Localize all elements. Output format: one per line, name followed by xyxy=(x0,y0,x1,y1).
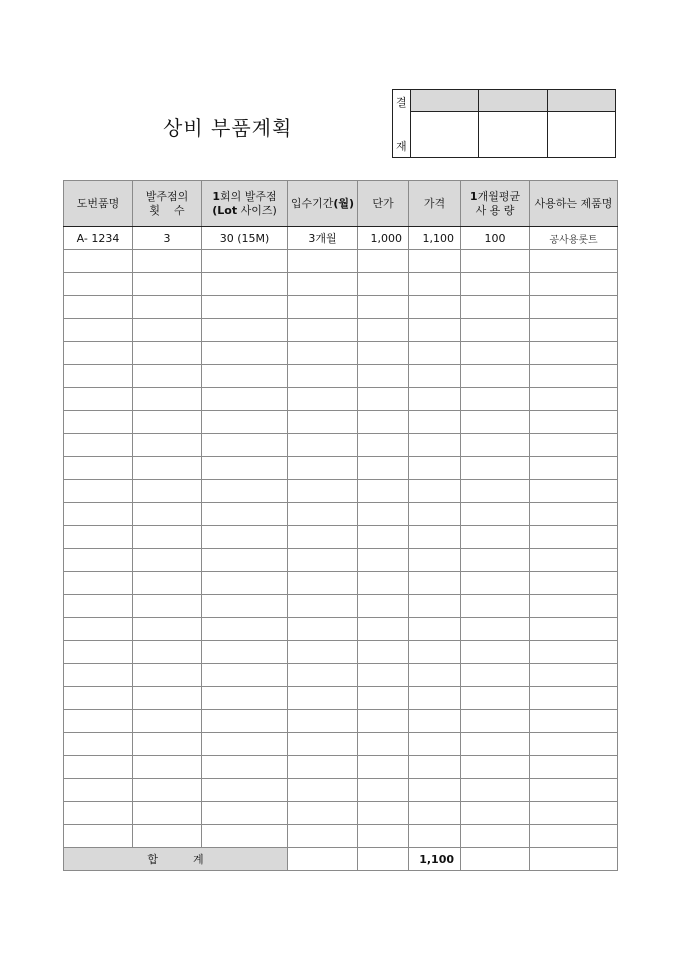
cell-monthly-usage[interactable] xyxy=(461,365,530,388)
table-row xyxy=(64,296,618,319)
approval-signature-slot-3[interactable] xyxy=(548,90,615,157)
total-cell-unit-price xyxy=(358,848,409,871)
table-row xyxy=(64,733,618,756)
cell-drawing-name[interactable] xyxy=(64,641,133,664)
cell-lot-size[interactable] xyxy=(202,549,288,572)
total-row xyxy=(64,848,618,871)
cell-price[interactable] xyxy=(409,641,461,664)
cell-price[interactable] xyxy=(409,365,461,388)
cell-drawing-name[interactable] xyxy=(64,710,133,733)
cell-order-count[interactable] xyxy=(133,549,202,572)
table-row xyxy=(64,365,618,388)
cell-monthly-usage[interactable] xyxy=(461,434,530,457)
cell-order-count[interactable] xyxy=(133,825,202,848)
cell-unit-price[interactable] xyxy=(358,756,409,779)
cell-unit-price[interactable] xyxy=(358,664,409,687)
cell-lead-time[interactable]: 3개월 xyxy=(288,227,358,250)
cell-monthly-usage[interactable] xyxy=(461,687,530,710)
cell-price[interactable] xyxy=(409,457,461,480)
cell-product-name[interactable] xyxy=(530,342,618,365)
cell-order-count[interactable] xyxy=(133,572,202,595)
cell-lot-size[interactable] xyxy=(202,480,288,503)
table-row xyxy=(64,572,618,595)
cell-lead-time[interactable] xyxy=(288,388,358,411)
cell-lot-size[interactable] xyxy=(202,802,288,825)
cell-product-name[interactable] xyxy=(530,710,618,733)
cell-order-count[interactable]: 3 xyxy=(133,227,202,250)
table-row xyxy=(64,434,618,457)
cell-product-name[interactable] xyxy=(530,618,618,641)
cell-lead-time[interactable] xyxy=(288,457,358,480)
cell-lead-time[interactable] xyxy=(288,733,358,756)
cell-unit-price[interactable] xyxy=(358,503,409,526)
cell-monthly-usage[interactable] xyxy=(461,733,530,756)
table-row xyxy=(64,687,618,710)
cell-product-name[interactable]: 공사용롯트 xyxy=(530,227,618,250)
cell-unit-price[interactable] xyxy=(358,618,409,641)
cell-drawing-name[interactable] xyxy=(64,273,133,296)
cell-product-name[interactable] xyxy=(530,687,618,710)
cell-order-count[interactable] xyxy=(133,641,202,664)
cell-monthly-usage[interactable] xyxy=(461,342,530,365)
table-row xyxy=(64,825,618,848)
cell-lead-time[interactable] xyxy=(288,641,358,664)
cell-unit-price[interactable] xyxy=(358,342,409,365)
cell-drawing-name[interactable] xyxy=(64,664,133,687)
cell-drawing-name[interactable] xyxy=(64,296,133,319)
cell-drawing-name[interactable] xyxy=(64,526,133,549)
cell-lot-size[interactable] xyxy=(202,618,288,641)
cell-product-name[interactable] xyxy=(530,825,618,848)
cell-price[interactable] xyxy=(409,549,461,572)
cell-lead-time[interactable] xyxy=(288,687,358,710)
cell-lead-time[interactable] xyxy=(288,618,358,641)
cell-drawing-name[interactable] xyxy=(64,687,133,710)
cell-order-count[interactable] xyxy=(133,388,202,411)
cell-order-count[interactable] xyxy=(133,457,202,480)
cell-drawing-name[interactable] xyxy=(64,388,133,411)
cell-product-name[interactable] xyxy=(530,756,618,779)
cell-drawing-name[interactable] xyxy=(64,480,133,503)
cell-lot-size[interactable] xyxy=(202,664,288,687)
cell-lead-time[interactable] xyxy=(288,802,358,825)
total-cell-usage xyxy=(461,848,530,871)
total-price: 1,100 xyxy=(409,848,461,871)
cell-product-name[interactable] xyxy=(530,434,618,457)
page-title: 상비 부품계획 xyxy=(163,116,293,140)
cell-order-count[interactable] xyxy=(133,273,202,296)
cell-product-name[interactable] xyxy=(530,296,618,319)
cell-product-name[interactable] xyxy=(530,388,618,411)
cell-lot-size[interactable] xyxy=(202,250,288,273)
cell-monthly-usage[interactable] xyxy=(461,641,530,664)
approval-label-top: 결 xyxy=(396,96,407,109)
table-row xyxy=(64,618,618,641)
cell-unit-price[interactable] xyxy=(358,388,409,411)
cell-drawing-name[interactable] xyxy=(64,411,133,434)
cell-lot-size[interactable] xyxy=(202,825,288,848)
cell-unit-price[interactable] xyxy=(358,825,409,848)
cell-monthly-usage[interactable] xyxy=(461,526,530,549)
cell-drawing-name[interactable] xyxy=(64,503,133,526)
header-product-name: 사용하는 제품명 xyxy=(530,181,618,227)
cell-lot-size[interactable] xyxy=(202,641,288,664)
cell-price[interactable] xyxy=(409,319,461,342)
cell-product-name[interactable] xyxy=(530,457,618,480)
table-row xyxy=(64,641,618,664)
table-row xyxy=(64,710,618,733)
cell-monthly-usage[interactable] xyxy=(461,319,530,342)
cell-monthly-usage[interactable] xyxy=(461,549,530,572)
cell-lot-size[interactable] xyxy=(202,388,288,411)
table-row xyxy=(64,319,618,342)
cell-unit-price[interactable] xyxy=(358,250,409,273)
cell-order-count[interactable] xyxy=(133,411,202,434)
cell-monthly-usage[interactable] xyxy=(461,296,530,319)
cell-order-count[interactable] xyxy=(133,526,202,549)
cell-drawing-name[interactable] xyxy=(64,365,133,388)
table-row xyxy=(64,411,618,434)
cell-unit-price[interactable] xyxy=(358,457,409,480)
cell-unit-price[interactable] xyxy=(358,779,409,802)
cell-lead-time[interactable] xyxy=(288,319,358,342)
cell-monthly-usage[interactable] xyxy=(461,618,530,641)
cell-drawing-name[interactable] xyxy=(64,802,133,825)
cell-price[interactable] xyxy=(409,664,461,687)
table-row xyxy=(64,250,618,273)
cell-drawing-name[interactable] xyxy=(64,572,133,595)
total-cell-product xyxy=(530,848,618,871)
cell-price[interactable] xyxy=(409,526,461,549)
cell-lot-size[interactable] xyxy=(202,503,288,526)
cell-price[interactable] xyxy=(409,342,461,365)
cell-unit-price[interactable] xyxy=(358,549,409,572)
cell-lot-size[interactable] xyxy=(202,365,288,388)
cell-price[interactable] xyxy=(409,756,461,779)
cell-drawing-name[interactable] xyxy=(64,595,133,618)
cell-lot-size[interactable] xyxy=(202,319,288,342)
cell-unit-price[interactable] xyxy=(358,687,409,710)
cell-lot-size[interactable] xyxy=(202,411,288,434)
cell-price[interactable] xyxy=(409,572,461,595)
cell-monthly-usage[interactable] xyxy=(461,411,530,434)
cell-order-count[interactable] xyxy=(133,618,202,641)
table-row xyxy=(64,388,618,411)
cell-price[interactable] xyxy=(409,710,461,733)
cell-monthly-usage[interactable] xyxy=(461,503,530,526)
cell-lot-size[interactable] xyxy=(202,595,288,618)
cell-order-count[interactable] xyxy=(133,664,202,687)
cell-drawing-name[interactable]: A- 1234 xyxy=(64,227,133,250)
cell-unit-price[interactable] xyxy=(358,733,409,756)
cell-price[interactable] xyxy=(409,779,461,802)
cell-lead-time[interactable] xyxy=(288,411,358,434)
cell-product-name[interactable] xyxy=(530,503,618,526)
cell-monthly-usage[interactable] xyxy=(461,802,530,825)
cell-lead-time[interactable] xyxy=(288,273,358,296)
approval-side-label xyxy=(393,90,411,157)
cell-order-count[interactable] xyxy=(133,802,202,825)
cell-drawing-name[interactable] xyxy=(64,319,133,342)
cell-order-count[interactable] xyxy=(133,319,202,342)
parts-plan-table xyxy=(63,180,618,871)
cell-monthly-usage[interactable]: 100 xyxy=(461,227,530,250)
table-row xyxy=(64,595,618,618)
header-order-count: 발주점의 횟 수 xyxy=(133,181,202,227)
header-lot-size: 1회의 발주점 (Lot 사이즈) xyxy=(202,181,288,227)
cell-lot-size[interactable] xyxy=(202,296,288,319)
cell-lead-time[interactable] xyxy=(288,572,358,595)
cell-monthly-usage[interactable] xyxy=(461,457,530,480)
cell-price[interactable] xyxy=(409,595,461,618)
cell-drawing-name[interactable] xyxy=(64,342,133,365)
cell-unit-price[interactable] xyxy=(358,526,409,549)
cell-monthly-usage[interactable] xyxy=(461,388,530,411)
cell-price[interactable] xyxy=(409,250,461,273)
cell-lot-size[interactable] xyxy=(202,572,288,595)
cell-product-name[interactable] xyxy=(530,641,618,664)
cell-order-count[interactable] xyxy=(133,342,202,365)
cell-lot-size[interactable] xyxy=(202,434,288,457)
cell-lot-size[interactable] xyxy=(202,526,288,549)
cell-lot-size[interactable]: 30 (15M) xyxy=(202,227,288,250)
cell-price[interactable] xyxy=(409,296,461,319)
table-row xyxy=(64,273,618,296)
cell-unit-price[interactable] xyxy=(358,296,409,319)
cell-product-name[interactable] xyxy=(530,319,618,342)
cell-order-count[interactable] xyxy=(133,434,202,457)
cell-monthly-usage[interactable] xyxy=(461,250,530,273)
table-header-row xyxy=(64,181,618,227)
cell-product-name[interactable] xyxy=(530,664,618,687)
cell-monthly-usage[interactable] xyxy=(461,756,530,779)
cell-lot-size[interactable] xyxy=(202,273,288,296)
header-lead-time: 입수기간(월) xyxy=(288,181,358,227)
header-unit-price: 단가 xyxy=(358,181,409,227)
cell-order-count[interactable] xyxy=(133,365,202,388)
cell-unit-price[interactable] xyxy=(358,572,409,595)
table-row xyxy=(64,802,618,825)
cell-price[interactable] xyxy=(409,503,461,526)
cell-product-name[interactable] xyxy=(530,250,618,273)
cell-order-count[interactable] xyxy=(133,296,202,319)
cell-order-count[interactable] xyxy=(133,250,202,273)
cell-monthly-usage[interactable] xyxy=(461,273,530,296)
cell-lead-time[interactable] xyxy=(288,549,358,572)
cell-drawing-name[interactable] xyxy=(64,618,133,641)
cell-product-name[interactable] xyxy=(530,572,618,595)
table-row xyxy=(64,457,618,480)
cell-unit-price[interactable] xyxy=(358,411,409,434)
cell-lead-time[interactable] xyxy=(288,296,358,319)
table-row xyxy=(64,480,618,503)
cell-product-name[interactable] xyxy=(530,365,618,388)
cell-unit-price[interactable] xyxy=(358,480,409,503)
cell-lot-size[interactable] xyxy=(202,342,288,365)
cell-lead-time[interactable] xyxy=(288,434,358,457)
cell-order-count[interactable] xyxy=(133,503,202,526)
cell-order-count[interactable] xyxy=(133,480,202,503)
cell-order-count[interactable] xyxy=(133,710,202,733)
cell-lot-size[interactable] xyxy=(202,687,288,710)
cell-drawing-name[interactable] xyxy=(64,457,133,480)
cell-monthly-usage[interactable] xyxy=(461,664,530,687)
header-price: 가격 xyxy=(409,181,461,227)
cell-lead-time[interactable] xyxy=(288,710,358,733)
cell-unit-price[interactable]: 1,000 xyxy=(358,227,409,250)
header-monthly-usage: 1개월평균 사 용 량 xyxy=(461,181,530,227)
cell-order-count[interactable] xyxy=(133,595,202,618)
cell-lead-time[interactable] xyxy=(288,503,358,526)
table-row xyxy=(64,526,618,549)
cell-product-name[interactable] xyxy=(530,480,618,503)
cell-product-name[interactable] xyxy=(530,779,618,802)
cell-drawing-name[interactable] xyxy=(64,733,133,756)
cell-lead-time[interactable] xyxy=(288,342,358,365)
cell-lot-size[interactable] xyxy=(202,710,288,733)
cell-price[interactable] xyxy=(409,825,461,848)
cell-lead-time[interactable] xyxy=(288,250,358,273)
cell-lot-size[interactable] xyxy=(202,756,288,779)
cell-drawing-name[interactable] xyxy=(64,825,133,848)
cell-unit-price[interactable] xyxy=(358,319,409,342)
cell-lead-time[interactable] xyxy=(288,664,358,687)
cell-order-count[interactable] xyxy=(133,779,202,802)
cell-monthly-usage[interactable] xyxy=(461,710,530,733)
cell-lead-time[interactable] xyxy=(288,526,358,549)
cell-monthly-usage[interactable] xyxy=(461,480,530,503)
table-row xyxy=(64,227,618,250)
total-cell-lead-time xyxy=(288,848,358,871)
cell-unit-price[interactable] xyxy=(358,710,409,733)
table-row xyxy=(64,503,618,526)
table-row xyxy=(64,779,618,802)
cell-lead-time[interactable] xyxy=(288,779,358,802)
table-row xyxy=(64,664,618,687)
cell-drawing-name[interactable] xyxy=(64,434,133,457)
cell-lot-size[interactable] xyxy=(202,779,288,802)
cell-lead-time[interactable] xyxy=(288,480,358,503)
cell-price[interactable] xyxy=(409,273,461,296)
cell-unit-price[interactable] xyxy=(358,365,409,388)
cell-drawing-name[interactable] xyxy=(64,756,133,779)
cell-price[interactable] xyxy=(409,480,461,503)
cell-product-name[interactable] xyxy=(530,411,618,434)
cell-drawing-name[interactable] xyxy=(64,549,133,572)
table-row xyxy=(64,756,618,779)
cell-product-name[interactable] xyxy=(530,526,618,549)
cell-unit-price[interactable] xyxy=(358,273,409,296)
cell-lot-size[interactable] xyxy=(202,733,288,756)
cell-price[interactable] xyxy=(409,733,461,756)
cell-unit-price[interactable] xyxy=(358,641,409,664)
cell-price[interactable]: 1,100 xyxy=(409,227,461,250)
cell-monthly-usage[interactable] xyxy=(461,572,530,595)
cell-unit-price[interactable] xyxy=(358,595,409,618)
approval-signature-slot-2[interactable] xyxy=(479,90,548,157)
cell-product-name[interactable] xyxy=(530,802,618,825)
cell-monthly-usage[interactable] xyxy=(461,825,530,848)
cell-monthly-usage[interactable] xyxy=(461,595,530,618)
cell-lot-size[interactable] xyxy=(202,457,288,480)
cell-product-name[interactable] xyxy=(530,595,618,618)
cell-order-count[interactable] xyxy=(133,756,202,779)
cell-price[interactable] xyxy=(409,388,461,411)
cell-price[interactable] xyxy=(409,434,461,457)
cell-product-name[interactable] xyxy=(530,549,618,572)
cell-product-name[interactable] xyxy=(530,273,618,296)
cell-price[interactable] xyxy=(409,802,461,825)
approval-label-bottom: 재 xyxy=(396,140,407,153)
cell-lead-time[interactable] xyxy=(288,756,358,779)
cell-order-count[interactable] xyxy=(133,687,202,710)
cell-lead-time[interactable] xyxy=(288,365,358,388)
table-row xyxy=(64,342,618,365)
cell-unit-price[interactable] xyxy=(358,802,409,825)
cell-price[interactable] xyxy=(409,618,461,641)
header-drawing-name: 도번품명 xyxy=(64,181,133,227)
cell-order-count[interactable] xyxy=(133,733,202,756)
cell-lead-time[interactable] xyxy=(288,595,358,618)
cell-unit-price[interactable] xyxy=(358,434,409,457)
cell-price[interactable] xyxy=(409,687,461,710)
cell-lead-time[interactable] xyxy=(288,825,358,848)
cell-monthly-usage[interactable] xyxy=(461,779,530,802)
cell-drawing-name[interactable] xyxy=(64,250,133,273)
approval-signature-slot-1[interactable] xyxy=(411,90,479,157)
total-label: 합 계 xyxy=(64,848,288,871)
cell-drawing-name[interactable] xyxy=(64,779,133,802)
cell-price[interactable] xyxy=(409,411,461,434)
approval-box xyxy=(392,89,616,158)
table-row xyxy=(64,549,618,572)
cell-product-name[interactable] xyxy=(530,733,618,756)
